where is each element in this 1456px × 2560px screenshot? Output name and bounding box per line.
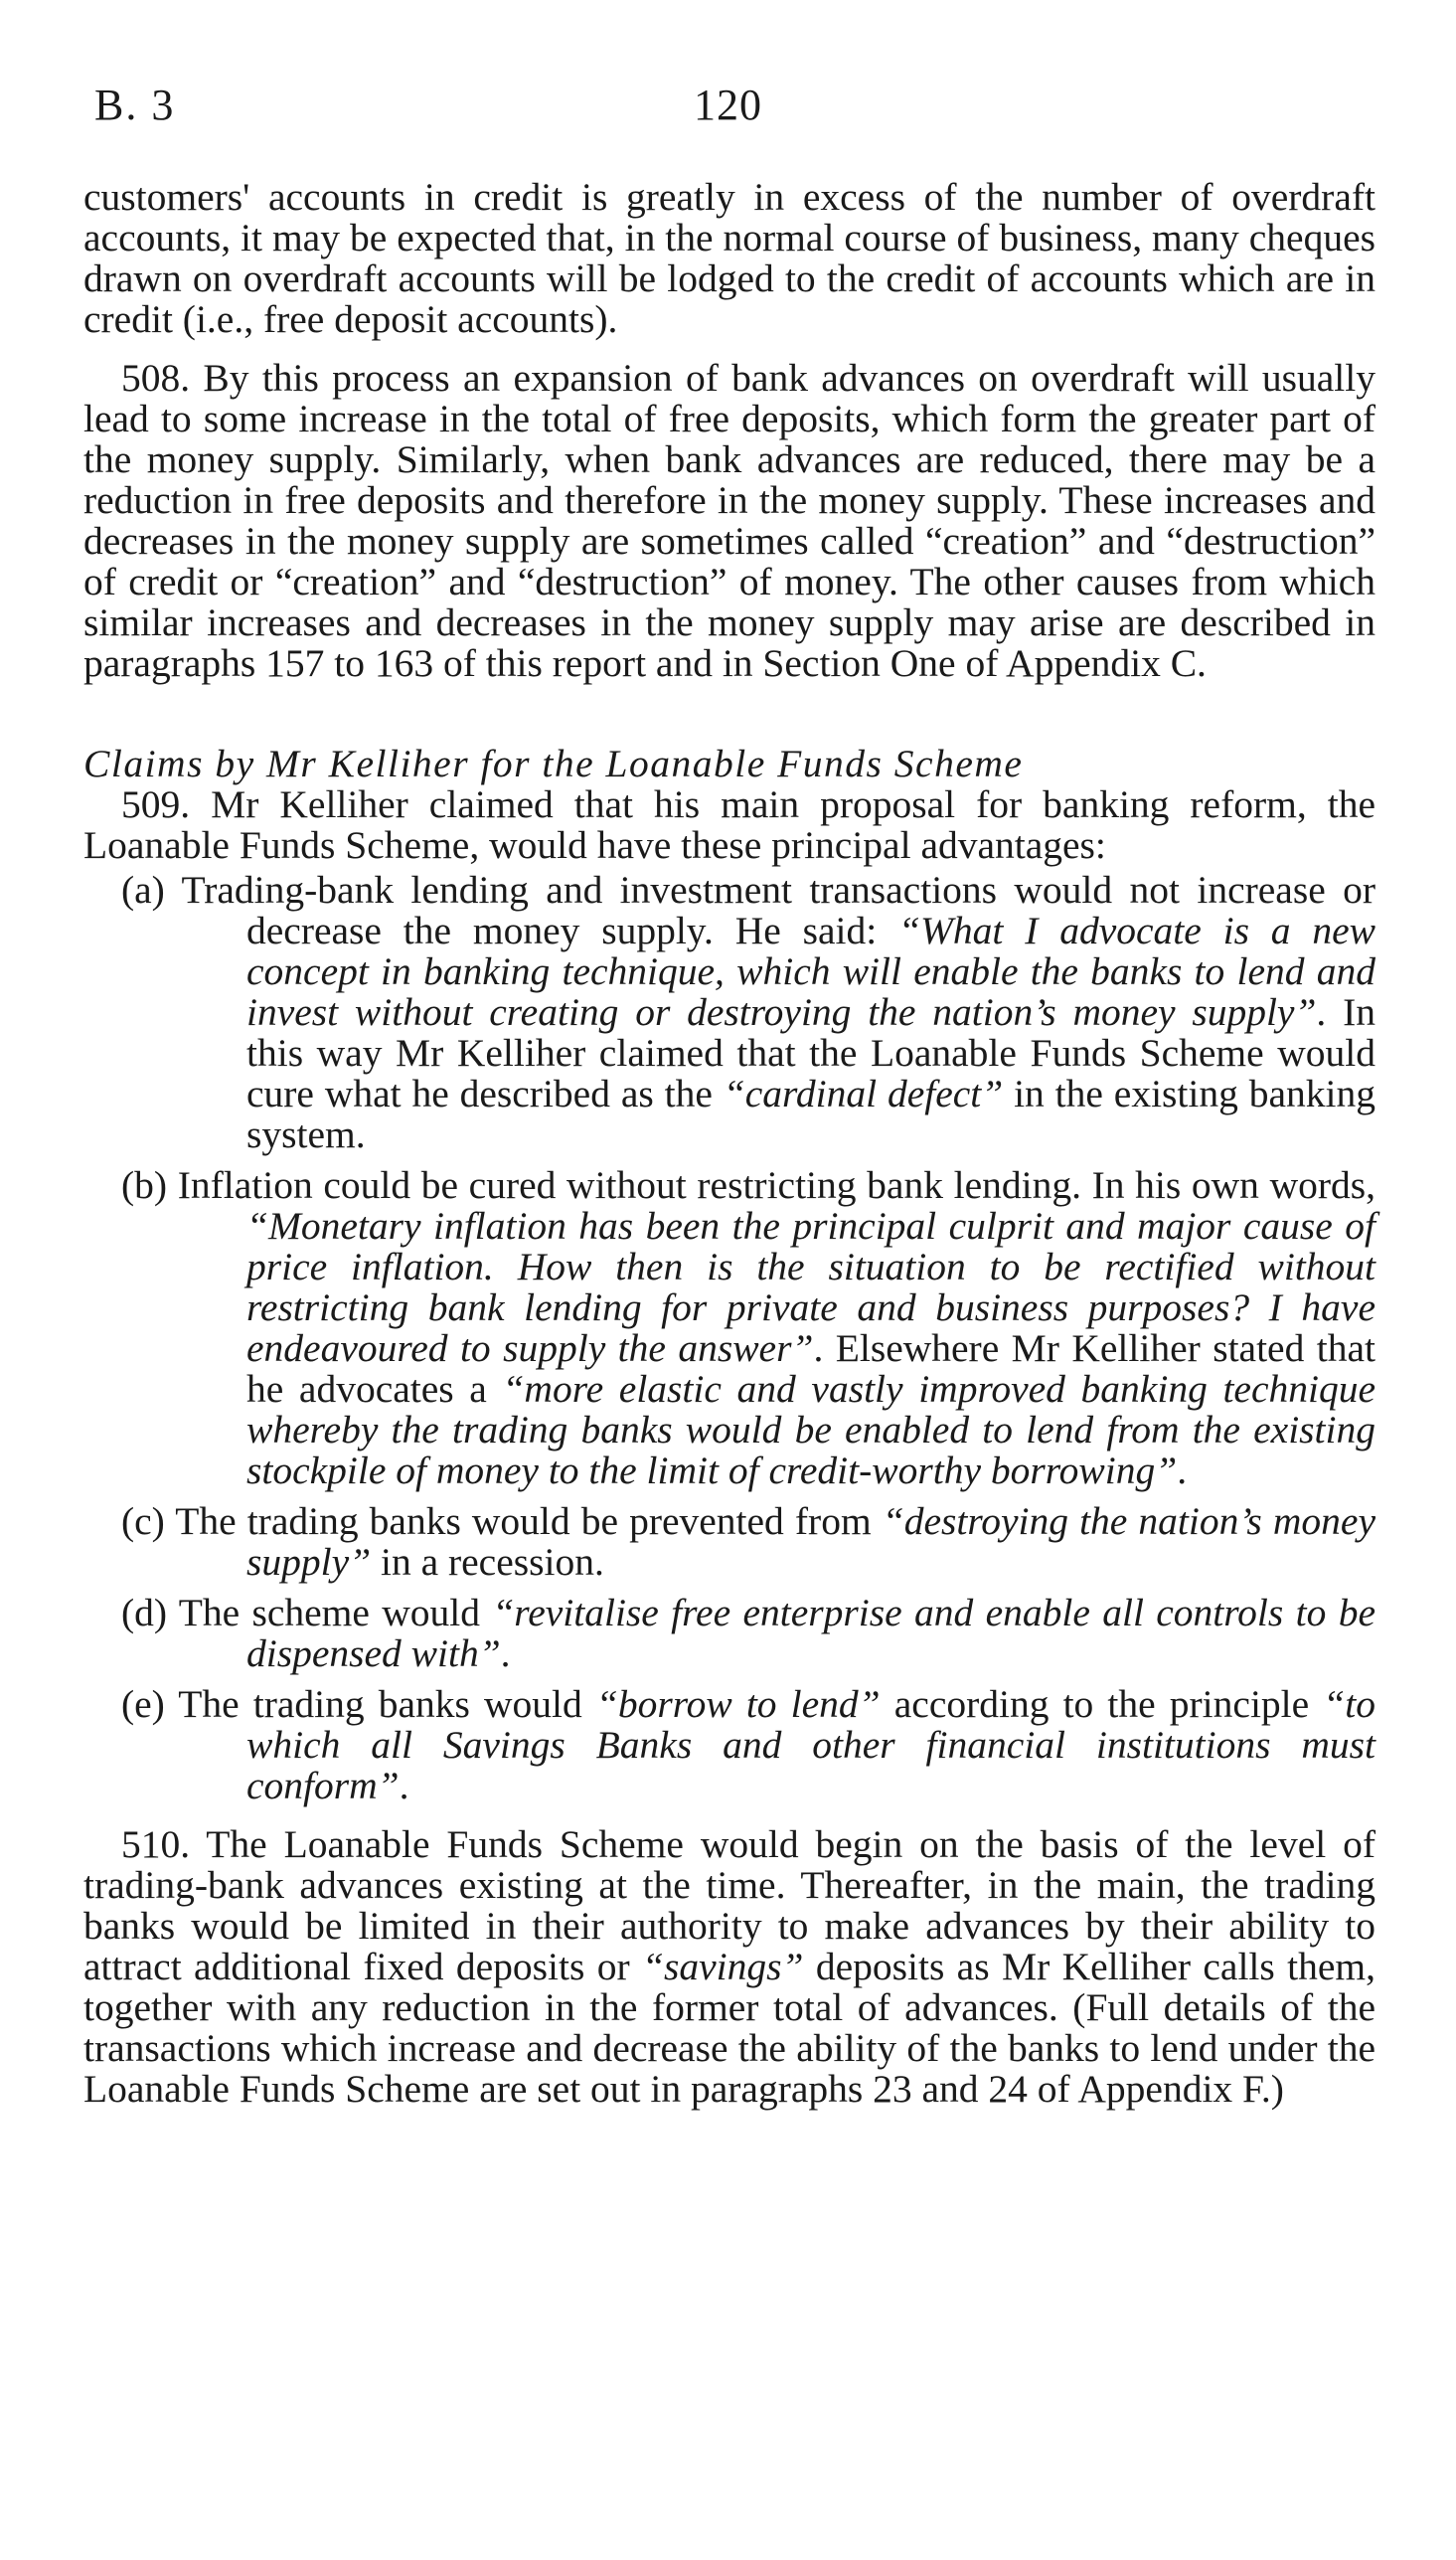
list-item-d: (d) The scheme would “revitalise free enterprise and enable all controls to be dispensed with”.: [121, 1591, 1375, 1675]
paragraph-510: 510. The Loanable Funds Scheme would begin on the basis of the level of trading-bank advances existing at the time. Thereafter, in the main, the trading banks would be limited in their authority to make advances by their ability to attract additional fixed deposits or “savings” deposits as Mr Kelliher calls them, together with any reduction in the former total of advances. (Full details of the transactions which increase and decrease the ability of the banks to lend under the Loanable Funds Scheme are set out in paragraphs 23 and 24 of Appendix F.): [83, 1822, 1375, 2111]
body-text: [83, 177, 1375, 2110]
list-item-e: (e) The trading banks would “borrow to lend” according to the principle “to which all Savings Banks and other financial institutions must conform”.: [121, 1682, 1375, 1807]
list-item-b: (b) Inflation could be cured without restricting bank lending. In his own words, “Monetary inflation has been the principal culprit and major cause of price inflation. How then is the situation to be rectified without restricting bank lending for private and business purposes? I have endeavoured to supply the answer”. Elsewhere Mr Kelliher stated that he advocates a “more elastic and vastly improved banking technique whereby the trading banks would be enabled to lend from the existing stockpile of money to the limit of credit-worthy borrowing”.: [121, 1163, 1375, 1492]
paragraph-509: 509. Mr Kelliher claimed that his main proposal for banking reform, the Loanable Funds Scheme, would have these principal advantages:: [83, 782, 1375, 867]
list-item-a: (a) Trading-bank lending and investment transactions would not increase or decrease the money supply. He said: “What I advocate is a new concept in banking technique, which will enable the banks to lend and invest without creating or destroying the nation’s money supply”. In this way Mr Kelliher claimed that the Loanable Funds Scheme would cure what he described as the “cardinal defect” in the existing banking system.: [121, 868, 1376, 1156]
section-heading: Claims by Mr Kelliher for the Loanable Funds Scheme: [83, 742, 1024, 785]
page-number: 120: [694, 81, 762, 129]
paragraph-508: 508. By this process an expansion of bank advances on overdraft will usually lead to some increase in the total of free deposits, which form the greater part of the money supply. Similarly, when bank advances are reduced, there may be a reduction in free deposits and therefore in the money supply. These increases and decreases in the money supply are sometimes called “creation” and “destruction” of credit or “creation” and “destruction” of money. The other causes from which similar increases and decreases in the money supply may arise are described in paragraphs 157 to 163 of this report and in Section One of Appendix C.: [83, 356, 1375, 685]
paragraph-continued: customers' accounts in credit is greatly in excess of the number of overdraft accounts, it may be expected that, in the normal course of business, many cheques drawn on overdraft accounts will be lodged to the credit of accounts which are in credit (i.e., free deposit accounts).: [83, 175, 1375, 341]
list-item-c: (c) The trading banks would be prevented from “destroying the nation’s money supply” in a recession.: [121, 1499, 1375, 1584]
document-reference: B. 3: [94, 81, 176, 129]
